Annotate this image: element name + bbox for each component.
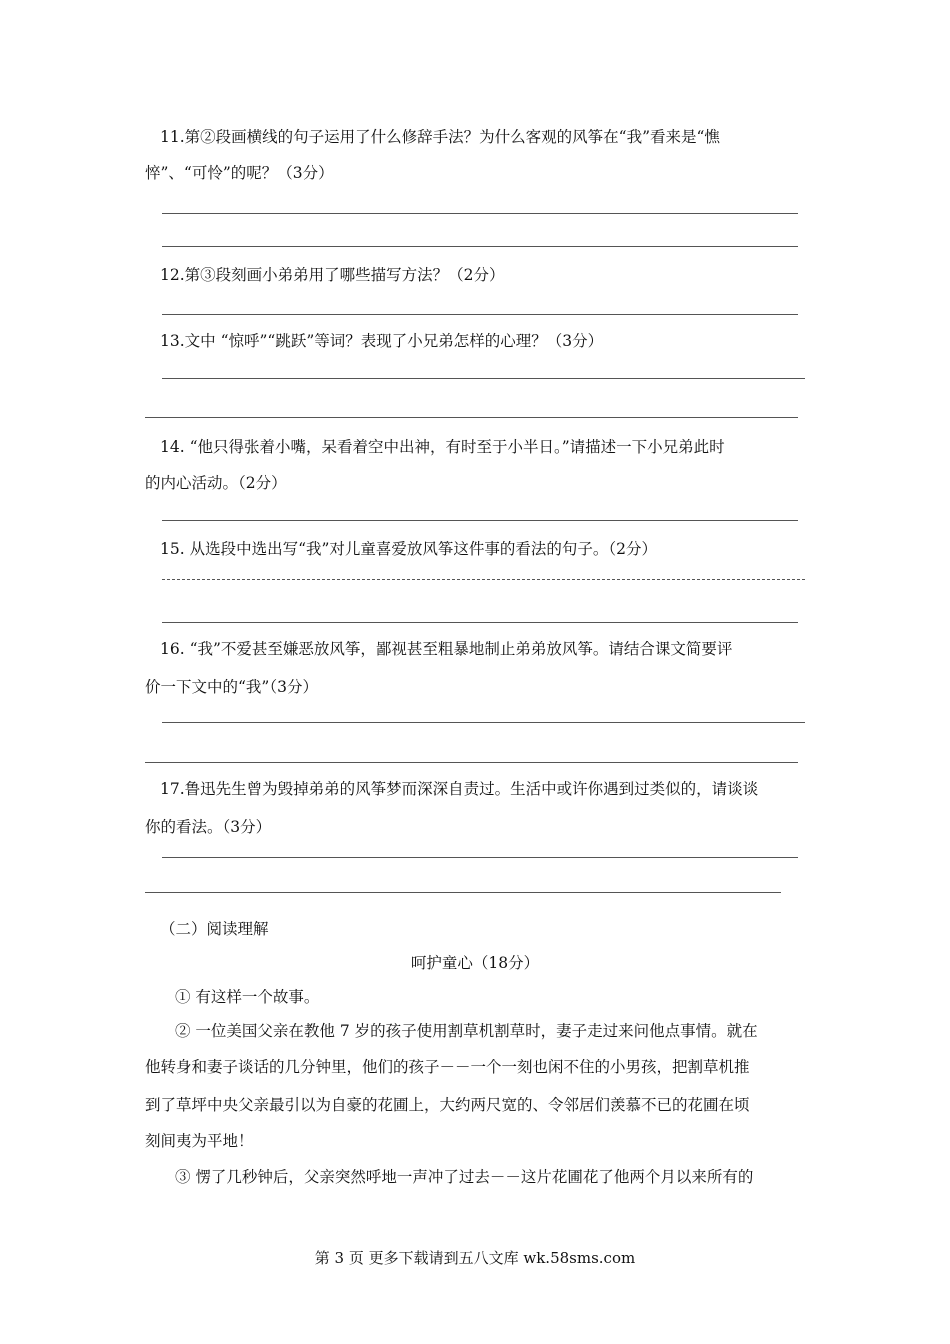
- section-heading: （二）阅读理解: [160, 920, 269, 938]
- paragraph-2-line-4: 刻间夷为平地！: [145, 1132, 254, 1150]
- question-17-line-1: 17.鲁迅先生曾为毁掉弟弟的风筝梦而深深自责过。生活中或许你遇到过类似的，请谈谈: [160, 780, 759, 798]
- question-17-line-2: 你的看法。（3分）: [145, 818, 272, 836]
- question-11-line-2: 悴”、“可怜”的呢？（3分）: [145, 164, 334, 182]
- answer-line: [162, 213, 798, 214]
- article-title: 呵护童心（18分）: [410, 954, 540, 972]
- page-footer: 第 3 页 更多下载请到五八文库 wk.58sms.com: [314, 1249, 636, 1267]
- answer-line: [162, 314, 798, 315]
- paragraph-2-line-2: 他转身和妻子谈话的几分钟里，他们的孩子－－一个一刻也闲不住的小男孩，把割草机推: [145, 1058, 750, 1076]
- question-11-line-1: 11.第②段画横线的句子运用了什么修辞手法？为什么客观的风筝在“我”看来是“憔: [160, 128, 720, 146]
- question-16-line-2: 价一下文中的“我”（3分）: [145, 678, 318, 696]
- question-12: 12.第③段刻画小弟弟用了哪些描写方法？（2分）: [160, 266, 505, 284]
- answer-line: [162, 622, 798, 623]
- answer-line: [162, 857, 798, 858]
- paragraph-2-line-3: 到了草坪中央父亲最引以为自豪的花圃上，大约两尺宽的、令邻居们羡慕不已的花圃在顷: [145, 1096, 750, 1114]
- answer-line: [162, 378, 805, 379]
- paragraph-2-line-1: ② 一位美国父亲在教他 7 岁的孩子使用割草机割草时，妻子走过来问他点事情。就在: [175, 1022, 758, 1040]
- answer-line: [162, 579, 805, 580]
- answer-line: [162, 722, 805, 723]
- question-15: 15. 从选段中选出写“我”对儿童喜爱放风筝这件事的看法的句子。（2分）: [160, 540, 658, 558]
- answer-line: [162, 520, 798, 521]
- question-14-line-1: 14. “他只得张着小嘴，呆看着空中出神，有时至于小半日。”请描述一下小兄弟此时: [160, 438, 725, 456]
- question-16-line-1: 16. “我”不爱甚至嫌恶放风筝，鄙视甚至粗暴地制止弟弟放风筝。请结合课文简要评: [160, 640, 733, 658]
- answer-line: [145, 892, 781, 893]
- answer-line: [145, 762, 798, 763]
- answer-line: [162, 246, 798, 247]
- paragraph-3-line-1: ③ 愣了几秒钟后，父亲突然呼地一声冲了过去－－这片花圃花了他两个月以来所有的: [175, 1168, 754, 1186]
- answer-line: [145, 417, 798, 418]
- question-14-line-2: 的内心活动。（2分）: [145, 474, 287, 492]
- question-13: 13.文中 “惊呼”“跳跃”等词？表现了小兄弟怎样的心理？（3分）: [160, 332, 604, 350]
- paragraph-1: ① 有这样一个故事。: [175, 988, 320, 1006]
